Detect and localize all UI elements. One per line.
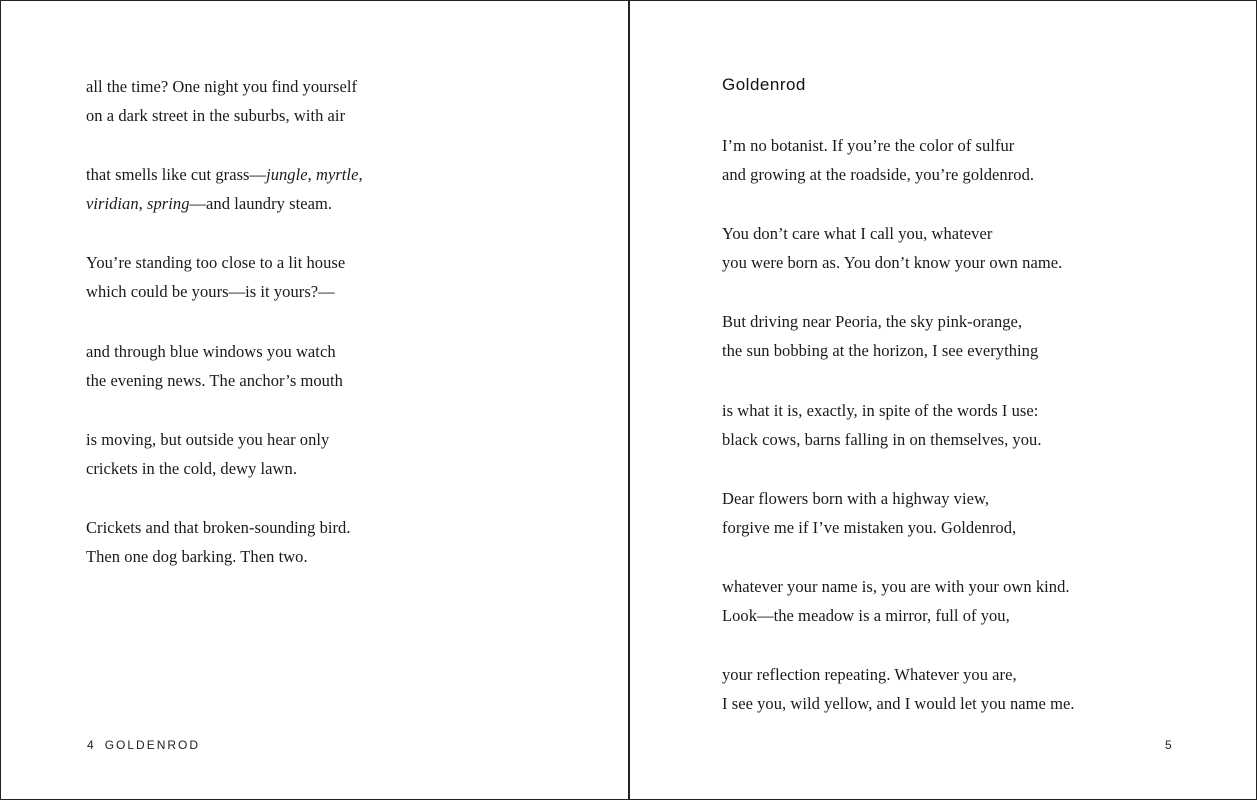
line-segment: —and laundry steam. xyxy=(189,194,333,214)
stanza xyxy=(722,660,1075,718)
poem-line: the sun bobbing at the horizon, I see everything xyxy=(722,341,1039,361)
italic-word: viridian xyxy=(86,194,139,214)
stanza xyxy=(722,219,1062,277)
poem-line: the evening news. The anchor’s mouth xyxy=(86,370,343,390)
stanza xyxy=(86,513,351,571)
poem-line: is moving, but outside you hear only xyxy=(86,429,330,449)
italic-word: myrtle xyxy=(315,165,359,185)
poem-line: forgive me if I’ve mistaken you. Goldenrod, xyxy=(722,517,1017,537)
poem-line: black cows, barns falling in on themselves, you. xyxy=(722,429,1042,449)
left-page xyxy=(1,1,628,799)
poem-line: Crickets and that broken-sounding bird. xyxy=(86,518,351,537)
poem-line: crickets in the cold, dewy lawn. xyxy=(86,458,297,478)
stanza xyxy=(86,337,343,395)
stanza xyxy=(722,307,1038,365)
poem-line: on a dark street in the suburbs, with air xyxy=(86,106,346,125)
poem-line: But driving near Peoria, the sky pink-orange, xyxy=(722,312,1023,332)
poem-title: Goldenrod xyxy=(722,75,806,94)
stanza xyxy=(86,72,357,130)
stanza xyxy=(722,131,1034,189)
left-page-number: 4 xyxy=(87,738,96,752)
poem-line: you were born as. You don’t know your own name. xyxy=(722,253,1063,273)
poem-line: your reflection repeating. Whatever you are, xyxy=(722,665,1017,685)
stanza xyxy=(722,396,1042,454)
stanza xyxy=(86,160,363,218)
poem-line: I’m no botanist. If you’re the color of sulfur xyxy=(722,136,1015,155)
poem-line: all the time? One night you find yourself xyxy=(86,77,358,96)
italic-word: spring xyxy=(147,194,190,214)
left-page-footer xyxy=(87,738,200,752)
poem-line: and through blue windows you watch xyxy=(86,341,336,361)
poem-line: Then one dog barking. Then two. xyxy=(86,547,308,566)
poem-line: Dear flowers born with a highway view, xyxy=(722,488,990,508)
line-segment: that smells like cut grass— xyxy=(86,165,267,185)
running-head: GOLDENROD xyxy=(104,738,201,752)
right-page-number: 5 xyxy=(1165,738,1174,752)
stanza xyxy=(86,425,329,483)
line-segment: , xyxy=(138,194,148,214)
stanza xyxy=(86,248,345,306)
poem-line: is what it is, exactly, in spite of the words I use: xyxy=(722,400,1039,420)
line-segment: , xyxy=(307,165,316,185)
line-segment: , xyxy=(358,165,363,185)
poem-line: whatever your name is, you are with your own kind. xyxy=(722,577,1070,596)
poem-line: and growing at the roadside, you’re goldenrod. xyxy=(722,165,1035,184)
poem-line: You’re standing too close to a lit house xyxy=(86,253,346,273)
poem-line xyxy=(86,189,363,218)
poem-line: You don’t care what I call you, whatever xyxy=(722,224,993,244)
poem-line xyxy=(86,160,363,189)
poem-line: I see you, wild yellow, and I would let you name me. xyxy=(722,694,1075,714)
poem-line: Look—the meadow is a mirror, full of you, xyxy=(722,606,1010,625)
italic-word: jungle xyxy=(266,165,308,185)
right-page xyxy=(630,1,1256,799)
stanza xyxy=(722,572,1070,630)
stanza xyxy=(722,484,1016,542)
poem-line: which could be yours—is it yours?— xyxy=(86,282,335,302)
